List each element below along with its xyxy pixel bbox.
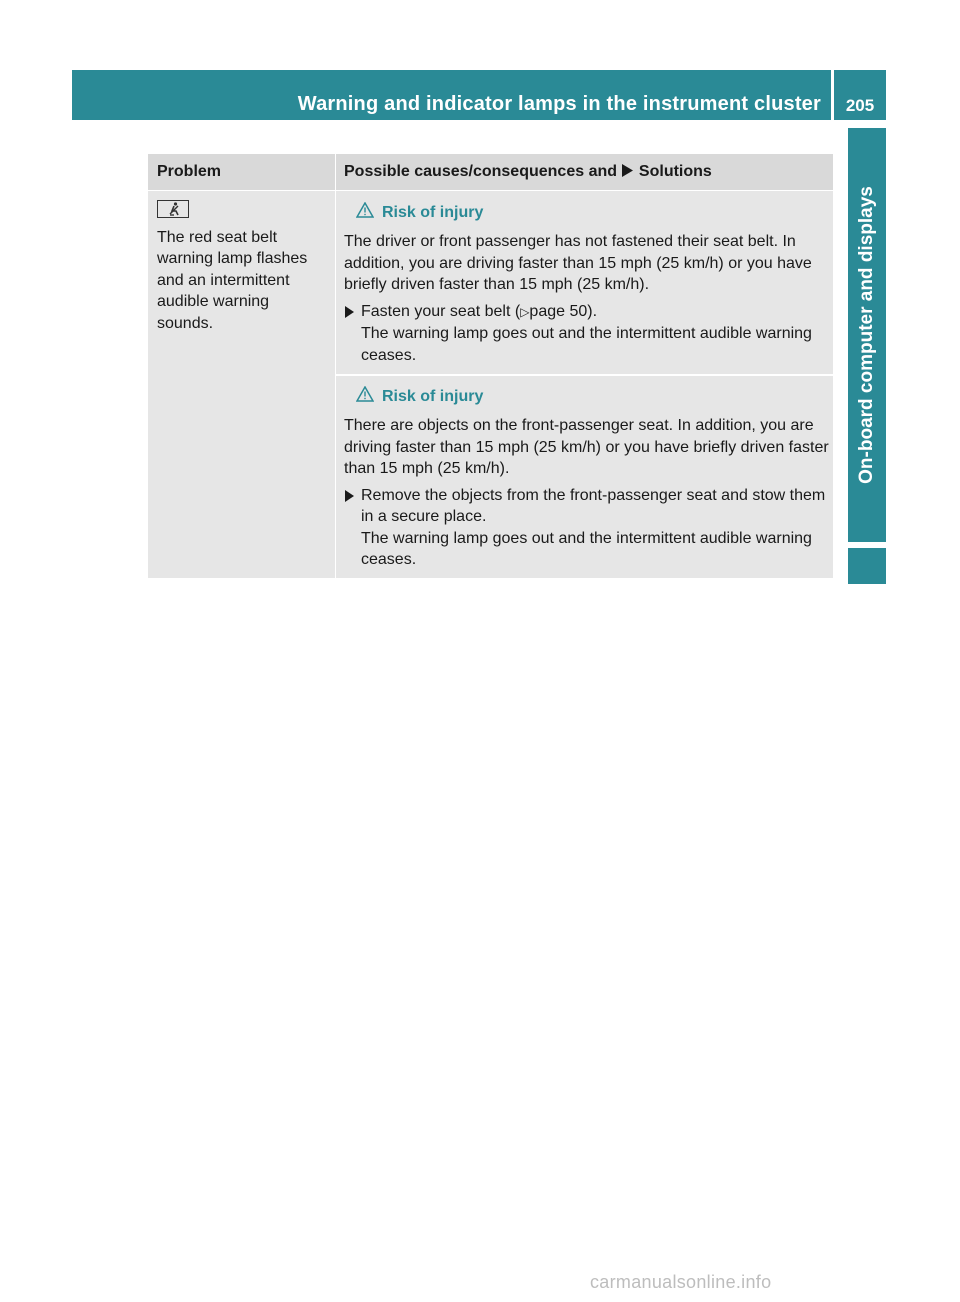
step-result-2: The warning lamp goes out and the intermittent audible warning ceases. bbox=[361, 529, 812, 568]
step-text-1: Fasten your seat belt ( bbox=[361, 302, 521, 320]
solution-step-1 bbox=[344, 301, 829, 367]
watermark-text: carmanualsonline.info bbox=[590, 1272, 772, 1292]
cause-text-1: The driver or front passenger has not fastened their seat belt. In addition, you are driving faster than 15 mph (25 km/h) or you have briefly driven faster than 15 mph (25 km/h). bbox=[344, 233, 812, 293]
column-divider bbox=[335, 190, 336, 578]
step-arrow-icon bbox=[345, 490, 354, 502]
warning-heading-2 bbox=[356, 386, 829, 408]
problem-description: The red seat belt warning lamp flashes and an intermittent audible warning sounds. bbox=[157, 228, 308, 332]
header-divider bbox=[148, 190, 833, 191]
page-header-title: Warning and indicator lamps in the instrument cluster bbox=[297, 93, 821, 115]
step-result-1: The warning lamp goes out and the intermittent audible warning ceases. bbox=[361, 325, 812, 364]
solution-step-2 bbox=[344, 485, 829, 571]
entry-divider bbox=[336, 374, 833, 376]
step-arrow-icon bbox=[345, 306, 354, 318]
cause-text-2: There are objects on the front-passenger seat. In addition, you are driving faster than 15 mph (25 km/h) or you have briefly driven faster than 15 mph (25 km/h). bbox=[344, 417, 829, 477]
warning-lamp-table bbox=[148, 154, 833, 578]
side-tab-marker bbox=[848, 548, 886, 584]
warning-triangle-icon bbox=[356, 386, 382, 409]
column-header-causes bbox=[336, 154, 833, 190]
chapter-side-tab-label: On-board computer and displays bbox=[856, 186, 877, 484]
chapter-side-tab bbox=[848, 128, 886, 542]
warning-title-1: Risk of injury bbox=[382, 204, 484, 222]
column-header-solutions-text: Solutions bbox=[638, 163, 712, 180]
column-header-problem: Problem bbox=[148, 154, 335, 190]
cause-entry-2 bbox=[344, 386, 829, 571]
page-reference-link[interactable]: page 50). bbox=[529, 302, 598, 320]
page-number-box bbox=[834, 70, 886, 120]
step-text-2: Remove the objects from the front-passenger seat and stow them in a secure place. bbox=[361, 486, 826, 525]
page-reference-arrow-icon: ▷ bbox=[520, 304, 530, 319]
column-header-causes-text: Possible causes/consequences and bbox=[344, 163, 618, 180]
problem-cell bbox=[157, 200, 327, 334]
seatbelt-warning-icon bbox=[157, 200, 189, 218]
page-number: 205 bbox=[845, 96, 875, 115]
cause-entry-1 bbox=[344, 202, 829, 366]
warning-title-2: Risk of injury bbox=[382, 388, 484, 406]
warning-heading-1 bbox=[356, 202, 829, 224]
arrow-right-icon bbox=[621, 163, 634, 180]
page-header-bar bbox=[72, 70, 831, 120]
warning-triangle-icon bbox=[356, 202, 382, 225]
